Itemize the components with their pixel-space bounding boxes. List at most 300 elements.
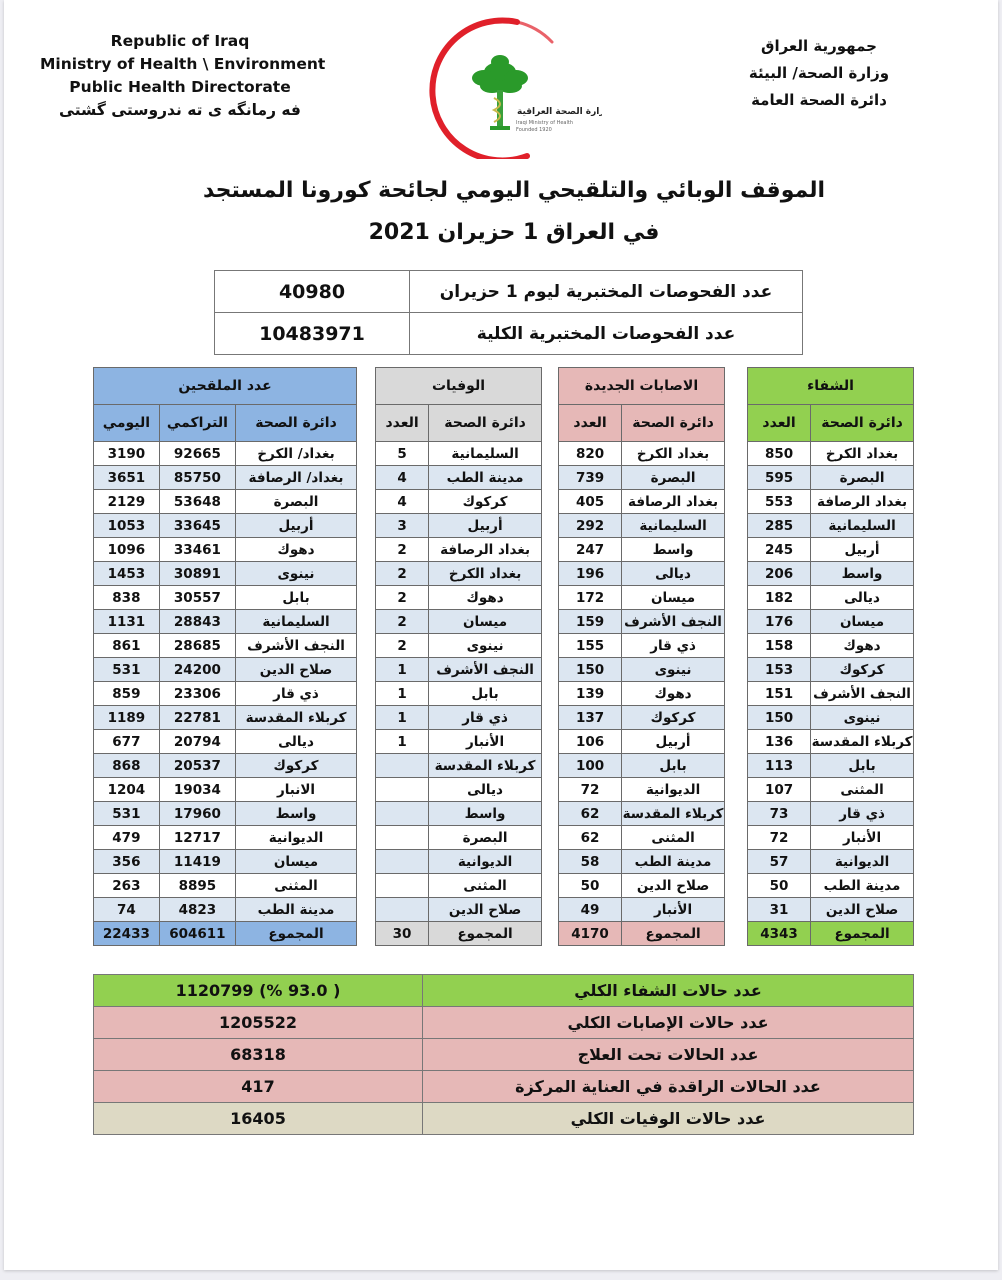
summary-table [93,974,914,1135]
deaths-row [376,826,542,850]
new-cases-count-cell: 100 [559,754,622,778]
new-cases-row [559,898,725,922]
header-en-line: Public Health Directorate [69,78,291,96]
deaths-dept-cell: بغداد الكرخ [429,562,542,586]
recovery-row [748,730,914,754]
deaths-total-label: المجموع [429,922,542,946]
new-cases-row [559,466,725,490]
recovery-dept-cell: ديالى [811,586,914,610]
vaccinated-cumulative-cell: 8895 [159,874,235,898]
deaths-row [376,682,542,706]
recovery-total-row [748,922,914,946]
new-cases-dept-cell: بغداد الكرخ [622,442,725,466]
deaths-table [375,367,542,946]
recovery-dept-cell: بابل [811,754,914,778]
vaccinated-dept-cell: ميسان [236,850,357,874]
deaths-row [376,466,542,490]
deaths-row [376,754,542,778]
summary-row [94,1103,914,1135]
recovery-col-count: العدد [748,405,811,442]
recovery-count-cell: 176 [748,610,811,634]
recovery-row [748,634,914,658]
vaccinated-cumulative-cell: 30891 [159,562,235,586]
recovery-dept-cell: بغداد الكرخ [811,442,914,466]
recovery-dept-cell: واسط [811,562,914,586]
new-cases-dept-cell: الديوانية [622,778,725,802]
deaths-row [376,562,542,586]
deaths-dept-cell: صلاح الدين [429,898,542,922]
deaths-count-cell: 1 [376,682,429,706]
new-cases-row [559,826,725,850]
summary-value: 68318 [94,1039,423,1071]
deaths-dept-cell: واسط [429,802,542,826]
summary-label: عدد حالات الشفاء الكلي [423,975,914,1007]
vaccinated-daily-cell: 263 [94,874,160,898]
new-cases-row [559,634,725,658]
vaccinated-daily-cell: 838 [94,586,160,610]
deaths-dept-cell: بغداد الرصافة [429,538,542,562]
recovery-count-cell: 50 [748,874,811,898]
new-cases-count-cell: 62 [559,802,622,826]
vaccinated-dept-cell: نينوى [236,562,357,586]
new-cases-dept-cell: ديالى [622,562,725,586]
vaccinated-daily-cell: 3190 [94,442,160,466]
summary-row [94,1039,914,1071]
vaccinated-row [94,754,357,778]
vaccinated-row [94,442,357,466]
vaccinated-daily-cell: 531 [94,658,160,682]
vaccinated-daily-cell: 1453 [94,562,160,586]
new-cases-total-row [559,922,725,946]
deaths-row [376,898,542,922]
recovery-col-dept: دائرة الصحة [811,405,914,442]
deaths-row [376,802,542,826]
vaccinated-row [94,610,357,634]
vaccinated-table [93,367,357,946]
recovery-dept-cell: ذي قار [811,802,914,826]
vaccinated-cumulative-cell: 53648 [159,490,235,514]
deaths-count-cell: 5 [376,442,429,466]
recovery-row [748,538,914,562]
deaths-row [376,850,542,874]
vaccinated-daily-cell: 531 [94,802,160,826]
vaccinated-daily-cell: 861 [94,634,160,658]
tests-daily-label: عدد الفحوصات المختبرية ليوم 1 حزيران [410,271,803,313]
new-cases-row [559,442,725,466]
recovery-row [748,466,914,490]
vaccinated-cumulative-cell: 92665 [159,442,235,466]
recovery-count-cell: 31 [748,898,811,922]
new-cases-count-cell: 155 [559,634,622,658]
ministry-logo [422,14,602,159]
deaths-dept-cell: كربلاء المقدسة [429,754,542,778]
deaths-count-cell: 4 [376,490,429,514]
summary-row [94,1071,914,1103]
deaths-count-cell [376,754,429,778]
deaths-count-cell [376,850,429,874]
vaccinated-dept-cell: أربيل [236,514,357,538]
deaths-row [376,730,542,754]
new-cases-row [559,586,725,610]
vaccinated-daily-cell: 677 [94,730,160,754]
recovery-count-cell: 73 [748,802,811,826]
new-cases-dept-cell: نينوى [622,658,725,682]
summary-label: عدد الحالات الراقدة في العناية المركزة [423,1071,914,1103]
recovery-count-cell: 136 [748,730,811,754]
vaccinated-row [94,778,357,802]
deaths-row [376,586,542,610]
new-cases-count-cell: 196 [559,562,622,586]
new-cases-count-cell: 50 [559,874,622,898]
new-cases-count-cell: 137 [559,706,622,730]
new-cases-row [559,802,725,826]
vaccinated-row [94,874,357,898]
tests-daily-value: 40980 [215,271,410,313]
vaccinated-dept-cell: الديوانية [236,826,357,850]
recovery-row [748,826,914,850]
new-cases-dept-cell: السليمانية [622,514,725,538]
recovery-count-cell: 595 [748,466,811,490]
deaths-dept-cell: المثنى [429,874,542,898]
vaccinated-cumulative-cell: 17960 [159,802,235,826]
vaccinated-daily-cell: 1053 [94,514,160,538]
new-cases-dept-cell: دهوك [622,682,725,706]
vaccinated-daily-cell: 479 [94,826,160,850]
recovery-dept-cell: صلاح الدين [811,898,914,922]
vaccinated-daily-cell: 1131 [94,610,160,634]
deaths-count-cell [376,874,429,898]
header-ar-line: وزارة الصحة/ البيئة [748,64,890,82]
deaths-count-cell [376,778,429,802]
recovery-dept-cell: السليمانية [811,514,914,538]
vaccinated-dept-cell: المثنى [236,874,357,898]
new-cases-dept-cell: ذي قار [622,634,725,658]
vaccinated-col-daily: اليومي [94,405,160,442]
new-cases-dept-cell: كركوك [622,706,725,730]
new-cases-dept-cell: أربيل [622,730,725,754]
recovery-count-cell: 553 [748,490,811,514]
deaths-total-value: 30 [376,922,429,946]
vaccinated-dept-cell: الانبار [236,778,357,802]
new-cases-count-cell: 58 [559,850,622,874]
deaths-dept-cell: مدينة الطب [429,466,542,490]
new-cases-row [559,778,725,802]
new-cases-row [559,682,725,706]
new-cases-dept-cell: الأنبار [622,898,725,922]
vaccinated-row [94,706,357,730]
vaccinated-daily-cell: 1189 [94,706,160,730]
new-cases-dept-cell: النجف الأشرف [622,610,725,634]
vaccinated-cumulative-cell: 85750 [159,466,235,490]
tests-total-value: 10483971 [215,313,410,355]
recovery-count-cell: 72 [748,826,811,850]
deaths-count-cell: 1 [376,730,429,754]
vaccinated-dept-cell: ديالى [236,730,357,754]
vaccinated-row [94,586,357,610]
vaccinated-dept-cell: بغداد/ الرصافة [236,466,357,490]
vaccinated-cumulative-cell: 33645 [159,514,235,538]
deaths-dept-cell: الديوانية [429,850,542,874]
recovery-row [748,442,914,466]
vaccinated-daily-cell: 2129 [94,490,160,514]
recovery-dept-cell: بغداد الرصافة [811,490,914,514]
report-title [194,170,834,254]
logo-founded-text: Founded 1920 [516,127,552,133]
recovery-count-cell: 245 [748,538,811,562]
summary-row [94,975,914,1007]
vaccinated-dept-cell: بغداد/ الكرخ [236,442,357,466]
deaths-row [376,706,542,730]
deaths-total-row [376,922,542,946]
vaccinated-daily-cell: 868 [94,754,160,778]
deaths-title: الوفيات [376,368,542,405]
vaccinated-cumulative-cell: 12717 [159,826,235,850]
new-cases-count-cell: 159 [559,610,622,634]
recovery-dept-cell: كركوك [811,658,914,682]
new-cases-title: الاصابات الجديدة [559,368,725,405]
deaths-count-cell: 2 [376,610,429,634]
recovery-count-cell: 153 [748,658,811,682]
vaccinated-row [94,898,357,922]
deaths-row [376,658,542,682]
new-cases-count-cell: 72 [559,778,622,802]
recovery-dept-cell: أربيل [811,538,914,562]
new-cases-dept-cell: صلاح الدين [622,874,725,898]
vaccinated-dept-cell: صلاح الدين [236,658,357,682]
header-ar-line: دائرة الصحة العامة [751,91,887,109]
recovery-dept-cell: الديوانية [811,850,914,874]
deaths-row [376,538,542,562]
deaths-row [376,514,542,538]
recovery-dept-cell: كربلاء المقدسة [811,730,914,754]
summary-label: عدد حالات الإصابات الكلي [423,1007,914,1039]
deaths-count-cell: 2 [376,586,429,610]
deaths-count-cell: 2 [376,562,429,586]
new-cases-row [559,538,725,562]
deaths-col-dept: دائرة الصحة [429,405,542,442]
deaths-count-cell: 4 [376,466,429,490]
new-cases-row [559,490,725,514]
new-cases-count-cell: 820 [559,442,622,466]
vaccinated-daily-cell: 74 [94,898,160,922]
vaccinated-daily-cell: 1096 [94,538,160,562]
vaccinated-row [94,466,357,490]
new-cases-count-cell: 739 [559,466,622,490]
deaths-dept-cell: دهوك [429,586,542,610]
report-page [4,0,998,1270]
recovery-row [748,850,914,874]
new-cases-row [559,850,725,874]
deaths-count-cell [376,898,429,922]
deaths-dept-cell: الأنبار [429,730,542,754]
vaccinated-cumulative-cell: 19034 [159,778,235,802]
vaccinated-row [94,658,357,682]
tests-daily-row [215,271,803,313]
deaths-dept-cell: نينوى [429,634,542,658]
vaccinated-dept-cell: مدينة الطب [236,898,357,922]
header-en-line: Ministry of Health \ Environment [40,55,326,73]
vaccinated-cumulative-cell: 20537 [159,754,235,778]
english-header [40,30,326,122]
new-cases-row [559,874,725,898]
recovery-row [748,586,914,610]
summary-label: عدد حالات الوفيات الكلي [423,1103,914,1135]
vaccinated-row [94,514,357,538]
deaths-count-cell: 2 [376,538,429,562]
vaccinated-cumulative-cell: 22781 [159,706,235,730]
deaths-dept-cell: النجف الأشرف [429,658,542,682]
recovery-row [748,562,914,586]
arabic-header [719,33,919,114]
vaccinated-cumulative-cell: 30557 [159,586,235,610]
header-kurdish-line: فه رمانگه ی ته ندروستی گشتی [59,101,301,119]
deaths-row [376,490,542,514]
new-cases-dept-cell: كربلاء المقدسة [622,802,725,826]
recovery-count-cell: 850 [748,442,811,466]
deaths-dept-cell: ديالى [429,778,542,802]
new-cases-row [559,514,725,538]
summary-value: 417 [94,1071,423,1103]
new-cases-count-cell: 292 [559,514,622,538]
vaccinated-daily-cell: 3651 [94,466,160,490]
new-cases-row [559,658,725,682]
lab-tests-table [214,270,803,355]
deaths-count-cell [376,826,429,850]
deaths-dept-cell: السليمانية [429,442,542,466]
vaccinated-total-row [94,922,357,946]
new-cases-count-cell: 62 [559,826,622,850]
recovery-count-cell: 206 [748,562,811,586]
deaths-dept-cell: ميسان [429,610,542,634]
vaccinated-row [94,850,357,874]
new-cases-count-cell: 247 [559,538,622,562]
vaccinated-dept-cell: واسط [236,802,357,826]
vaccinated-row [94,634,357,658]
recovery-total-value: 4343 [748,922,811,946]
deaths-row [376,634,542,658]
new-cases-dept-cell: المثنى [622,826,725,850]
recovery-row [748,778,914,802]
recovery-row [748,802,914,826]
vaccinated-row [94,826,357,850]
deaths-row [376,778,542,802]
summary-value: 16405 [94,1103,423,1135]
title-line-1: الموقف الوبائي والتلقيحي اليومي لجائحة كورونا المستجد [202,178,826,203]
vaccinated-row [94,730,357,754]
header-ar-line: جمهورية العراق [761,37,877,55]
recovery-dept-cell: الأنبار [811,826,914,850]
new-cases-dept-cell: واسط [622,538,725,562]
new-cases-total-value: 4170 [559,922,622,946]
summary-value: 1205522 [94,1007,423,1039]
recovery-dept-cell: نينوى [811,706,914,730]
recovery-count-cell: 151 [748,682,811,706]
recovery-count-cell: 107 [748,778,811,802]
deaths-dept-cell: أربيل [429,514,542,538]
deaths-row [376,874,542,898]
vaccinated-total-daily: 22433 [94,922,160,946]
deaths-dept-cell: ذي قار [429,706,542,730]
deaths-count-cell: 2 [376,634,429,658]
new-cases-count-cell: 139 [559,682,622,706]
vaccinated-row [94,562,357,586]
new-cases-dept-cell: بابل [622,754,725,778]
recovery-total-label: المجموع [811,922,914,946]
new-cases-col-dept: دائرة الصحة [622,405,725,442]
deaths-dept-cell: كركوك [429,490,542,514]
summary-row [94,1007,914,1039]
recovery-count-cell: 158 [748,634,811,658]
new-cases-row [559,730,725,754]
deaths-col-count: العدد [376,405,429,442]
recovery-row [748,898,914,922]
recovery-row [748,682,914,706]
vaccinated-cumulative-cell: 33461 [159,538,235,562]
deaths-row [376,442,542,466]
logo-ar-text: وزارة الصحة العراقية [517,107,602,117]
new-cases-row [559,754,725,778]
vaccinated-total-label: المجموع [236,922,357,946]
vaccinated-title: عدد الملقحين [94,368,357,405]
vaccinated-cumulative-cell: 23306 [159,682,235,706]
new-cases-count-cell: 106 [559,730,622,754]
recovery-count-cell: 150 [748,706,811,730]
summary-label: عدد الحالات تحت العلاج [423,1039,914,1071]
vaccinated-col-dept: دائرة الصحة [236,405,357,442]
deaths-count-cell [376,802,429,826]
vaccinated-total-cumulative: 604611 [159,922,235,946]
new-cases-row [559,706,725,730]
new-cases-dept-cell: البصرة [622,466,725,490]
vaccinated-cumulative-cell: 11419 [159,850,235,874]
new-cases-col-count: العدد [559,405,622,442]
new-cases-count-cell: 172 [559,586,622,610]
recovery-row [748,658,914,682]
logo-en-text: Iraqi Ministry of Health [516,120,574,126]
deaths-count-cell: 3 [376,514,429,538]
recovery-dept-cell: دهوك [811,634,914,658]
vaccinated-row [94,490,357,514]
recovery-dept-cell: النجف الأشرف [811,682,914,706]
summary-value: 1120799 (% 93.0 ) [94,975,423,1007]
vaccinated-dept-cell: دهوك [236,538,357,562]
recovery-row [748,874,914,898]
new-cases-row [559,610,725,634]
deaths-dept-cell: بابل [429,682,542,706]
vaccinated-dept-cell: البصرة [236,490,357,514]
vaccinated-dept-cell: بابل [236,586,357,610]
new-cases-count-cell: 405 [559,490,622,514]
vaccinated-daily-cell: 356 [94,850,160,874]
new-cases-count-cell: 150 [559,658,622,682]
new-cases-count-cell: 49 [559,898,622,922]
recovery-count-cell: 57 [748,850,811,874]
logo-icon [422,14,602,159]
vaccinated-cumulative-cell: 20794 [159,730,235,754]
tests-total-label: عدد الفحوصات المختبرية الكلية [410,313,803,355]
vaccinated-row [94,802,357,826]
new-cases-table [558,367,725,946]
recovery-dept-cell: مدينة الطب [811,874,914,898]
recovery-row [748,706,914,730]
vaccinated-daily-cell: 1204 [94,778,160,802]
recovery-dept-cell: البصرة [811,466,914,490]
recovery-count-cell: 285 [748,514,811,538]
vaccinated-cumulative-cell: 4823 [159,898,235,922]
recovery-row [748,754,914,778]
tests-total-row [215,313,803,355]
recovery-row [748,490,914,514]
